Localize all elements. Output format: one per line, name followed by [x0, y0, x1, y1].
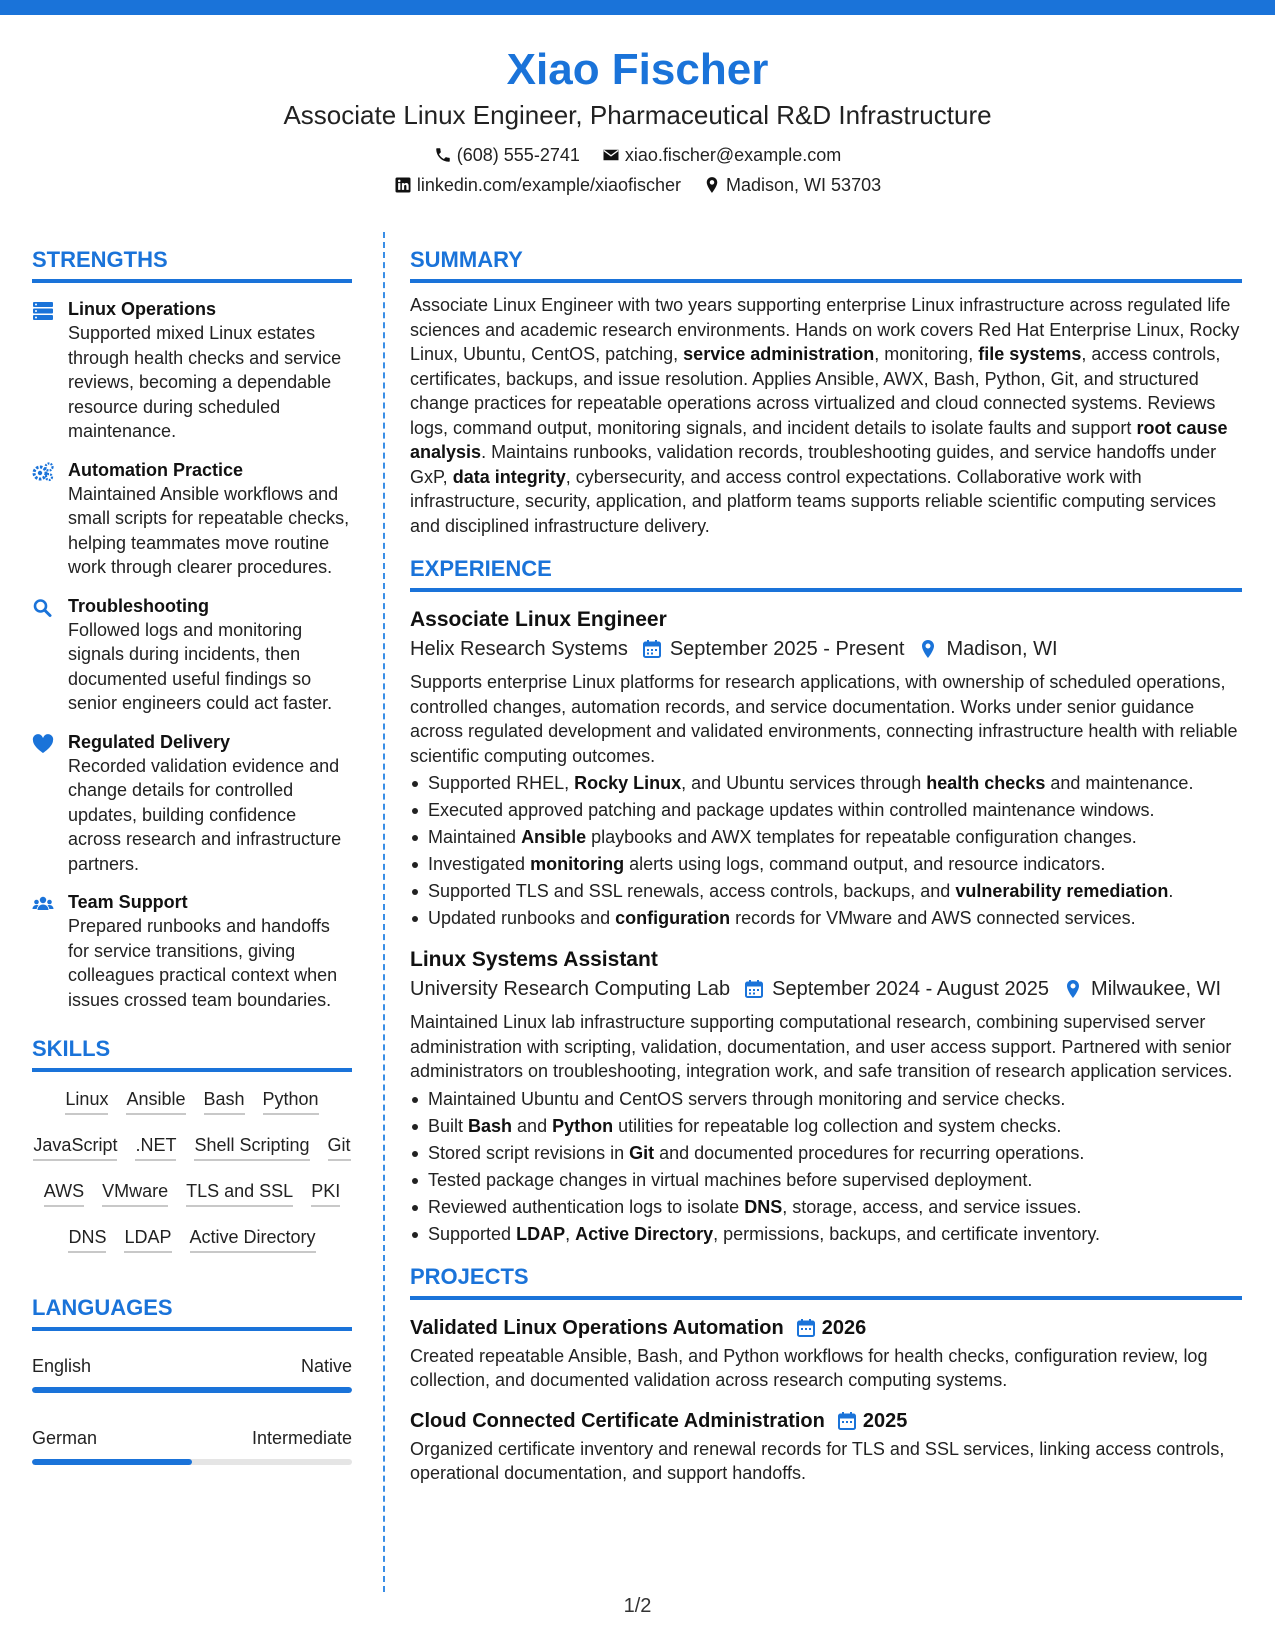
- phone-icon: [434, 146, 452, 164]
- strength-desc: Followed logs and monitoring signals during incidents, then documented useful findings so senior engineers could act faster.: [68, 619, 333, 713]
- language-item: [32, 1353, 352, 1393]
- skill-tag: VMware: [102, 1178, 168, 1207]
- strength-item: [32, 458, 352, 580]
- company-name: Helix Research Systems: [410, 638, 628, 660]
- skill-tag: AWS: [44, 1178, 84, 1207]
- contact-row-2: [0, 170, 1275, 200]
- bullet-item: Reviewed authentication logs to isolate DNS, storage, access, and service issues.: [410, 1194, 1242, 1221]
- skills-list: [32, 1086, 352, 1253]
- bullet-item: Executed approved patching and package updates within controlled maintenance windows.: [410, 797, 1242, 824]
- bullet-item: Maintained Ubuntu and CentOS servers through monitoring and service checks.: [410, 1086, 1242, 1113]
- project-entry: [410, 1407, 1242, 1486]
- skill-tag: JavaScript: [33, 1132, 117, 1161]
- bullet-item: Investigated monitoring alerts using logs, command output, and resource indicators.: [410, 851, 1242, 878]
- linkedin-icon: [394, 176, 412, 194]
- map-pin-icon: [703, 176, 721, 194]
- job-description: Maintained Linux lab infrastructure supporting computational research, combining supervised server administration with scripting, validation, documentation, and user access support. Partnered with senior administrators on troubleshooting, integration work, and safe transition of research application services.: [410, 1012, 1233, 1081]
- experience-heading: EXPERIENCE: [410, 554, 1242, 592]
- strength-item: [32, 890, 352, 1012]
- bullet-item: Maintained Ansible playbooks and AWX templates for repeatable configuration changes.: [410, 824, 1242, 851]
- page-number: 1/2: [623, 1595, 652, 1617]
- bullet-item: Updated runbooks and configuration records for VMware and AWS connected services.: [410, 905, 1242, 932]
- calendar-icon: [642, 639, 662, 659]
- strength-item: [32, 297, 352, 444]
- summary-text: Associate Linux Engineer with two years supporting enterprise Linux infrastructure across regulated life sciences and academic research environments. Hands on work covers Red Hat Enterprise Linux, Rocky Linux, Ubuntu, CentOS, patching, service administration, monitoring, file systems, access controls, certificates, backups, and issue resolution. Applies Ansible, AWX, Bash, Python, Git, and structured change practices for repeatable operations across virtualized and cloud connected systems. Reviews logs, command output, monitoring signals, and incident details to isolate faults and support root cause analysis. Maintains runbooks, validation records, troubleshooting guides, and service handoffs under GxP, data integrity, cybersecurity, and access control expectations. Collaborative work with infrastructure, security, application, and platform teams supports reliable scientific computing services and disciplined infrastructure delivery.: [410, 295, 1240, 536]
- skill-tag: Shell Scripting: [194, 1132, 309, 1161]
- strength-title: Automation Practice: [68, 459, 244, 480]
- users-icon: [32, 894, 54, 914]
- strength-title: Regulated Delivery: [68, 731, 231, 752]
- skill-tag: LDAP: [124, 1224, 171, 1253]
- project-title-row: [410, 1314, 1242, 1342]
- phone-contact: [434, 140, 580, 170]
- skill-tag: Linux: [65, 1086, 108, 1115]
- left-column: [32, 245, 352, 1465]
- project-description: Organized certificate inventory and renewal records for TLS and SSL services, linking access controls, operational documentation, and support handoffs.: [410, 1438, 1225, 1483]
- job-entry: [410, 606, 1242, 932]
- map-pin-icon: [1063, 979, 1083, 999]
- strength-title: Troubleshooting: [68, 595, 209, 616]
- proficiency-fill: [32, 1387, 352, 1393]
- bullet-item: Stored script revisions in Git and documented procedures for recurring operations.: [410, 1140, 1242, 1167]
- skill-tag: Ansible: [126, 1086, 185, 1115]
- job-description: Supports enterprise Linux platforms for research applications, with ownership of scheduled operations, controlled changes, automation records, and service documentation. Works under senior guidance across regulated development and validated environments, connecting infrastructure health with reliable scientific computing outcomes.: [410, 672, 1238, 766]
- proficiency-bar: [32, 1459, 352, 1465]
- job-title: Linux Systems Assistant: [410, 948, 658, 971]
- proficiency-bar: [32, 1387, 352, 1393]
- projects-heading: PROJECTS: [410, 1262, 1242, 1300]
- summary-heading: SUMMARY: [410, 245, 1242, 283]
- skill-tag: TLS and SSL: [186, 1178, 293, 1207]
- project-title: Cloud Connected Certificate Administration: [410, 1409, 825, 1432]
- project-description: Created repeatable Ansible, Bash, and Python workflows for health checks, configuration review, log collection, and documented validation across research computing systems.: [410, 1345, 1208, 1390]
- proficiency-fill: [32, 1459, 192, 1465]
- bullet-item: Supported RHEL, Rocky Linux, and Ubuntu services through health checks and maintenance.: [410, 770, 1242, 797]
- bullet-item: Supported LDAP, Active Directory, permissions, backups, and certificate inventory.: [410, 1221, 1242, 1248]
- job-dates: September 2025 - Present: [669, 638, 905, 660]
- top-accent-bar: [0, 0, 1275, 15]
- skill-tag: DNS: [68, 1224, 106, 1253]
- strength-desc: Supported mixed Linux estates through health checks and service reviews, becoming a dependable resource during scheduled maintenance.: [68, 323, 342, 441]
- envelope-icon: [602, 146, 620, 164]
- job-bullets: [410, 770, 1242, 932]
- column-divider: [383, 232, 385, 1592]
- language-item: [32, 1425, 352, 1465]
- linkedin-contact: [394, 170, 681, 200]
- right-column: [410, 245, 1242, 1486]
- skill-tag: Bash: [204, 1086, 245, 1115]
- calendar-icon: [796, 1318, 816, 1338]
- language-name: German: [32, 1428, 98, 1448]
- server-icon: [32, 301, 54, 321]
- location-text: Madison, WI 53703: [726, 175, 882, 195]
- calendar-icon: [744, 979, 764, 999]
- job-dates: September 2024 - August 2025: [772, 978, 1050, 1000]
- contact-row-1: [0, 140, 1275, 170]
- strength-desc: Recorded validation evidence and change details for controlled updates, building confidence across research and infrastructure partners.: [68, 755, 342, 874]
- skills-heading: SKILLS: [32, 1034, 352, 1072]
- bullet-item: Built Bash and Python utilities for repeatable log collection and system checks.: [410, 1113, 1242, 1140]
- gears-icon: [32, 462, 54, 482]
- email-contact: [602, 140, 841, 170]
- calendar-icon: [837, 1411, 857, 1431]
- job-meta: [410, 634, 1242, 664]
- language-level: Intermediate: [251, 1428, 352, 1448]
- language-name: English: [32, 1356, 92, 1376]
- candidate-title: Associate Linux Engineer, Pharmaceutical R&D Infrastructure: [283, 100, 992, 130]
- skill-tag: Active Directory: [190, 1224, 316, 1253]
- email-address[interactable]: xiao.fischer@example.com: [624, 145, 842, 165]
- project-title-row: [410, 1407, 1242, 1435]
- language-level: Native: [300, 1356, 352, 1376]
- bullet-item: Tested package changes in virtual machines before supervised deployment.: [410, 1167, 1242, 1194]
- job-meta: [410, 974, 1242, 1004]
- job-title: Associate Linux Engineer: [410, 608, 667, 631]
- strengths-heading: STRENGTHS: [32, 245, 352, 283]
- bullet-item: Supported TLS and SSL renewals, access controls, backups, and vulnerability remediation.: [410, 878, 1242, 905]
- languages-heading: LANGUAGES: [32, 1293, 352, 1331]
- skill-tag: .NET: [135, 1132, 176, 1161]
- project-title: Validated Linux Operations Automation: [410, 1316, 784, 1339]
- location-contact: [703, 170, 881, 200]
- company-name: University Research Computing Lab: [410, 978, 731, 1000]
- skill-tag: Git: [328, 1132, 351, 1161]
- linkedin-url[interactable]: linkedin.com/example/xiaofischer: [416, 175, 682, 195]
- strength-desc: Prepared runbooks and handoffs for service transitions, giving colleagues practical context when issues crossed team boundaries.: [68, 916, 338, 1010]
- job-bullets: [410, 1086, 1242, 1248]
- phone-number: (608) 555-2741: [456, 145, 580, 165]
- job-location: Madison, WI: [946, 638, 1058, 660]
- project-entry: [410, 1314, 1242, 1393]
- candidate-name: Xiao Fischer: [506, 45, 769, 94]
- resume-header: [0, 40, 1275, 200]
- skill-tag: PKI: [311, 1178, 340, 1207]
- strength-item: [32, 730, 352, 877]
- search-icon: [32, 598, 54, 618]
- project-year: 2025: [862, 1409, 908, 1432]
- strength-item: [32, 594, 352, 716]
- job-entry: [410, 946, 1242, 1248]
- project-year: 2026: [821, 1316, 867, 1339]
- map-pin-icon: [918, 639, 938, 659]
- strength-title: Team Support: [68, 892, 188, 912]
- strength-title: Linux Operations: [68, 299, 217, 319]
- job-location: Milwaukee, WI: [1091, 978, 1222, 1000]
- skill-tag: Python: [263, 1086, 319, 1115]
- strength-desc: Maintained Ansible workflows and small scripts for repeatable checks, helping teammates move routine work through clearer procedures.: [68, 483, 350, 577]
- heart-icon: [32, 734, 54, 754]
